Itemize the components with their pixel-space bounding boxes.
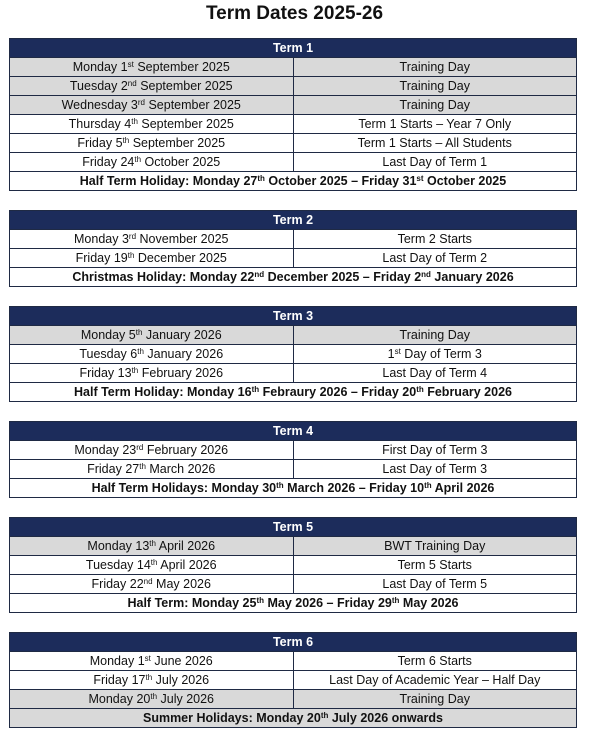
text-run: May 2026 bbox=[399, 595, 459, 610]
weekday: Friday bbox=[87, 461, 122, 476]
month-year: November 2025 bbox=[139, 231, 229, 246]
holiday-row bbox=[10, 709, 577, 728]
date-cell bbox=[10, 115, 294, 134]
date-cell bbox=[10, 652, 294, 671]
event-cell: Training Day bbox=[293, 77, 577, 96]
day-number: 14 bbox=[136, 557, 151, 572]
holiday-row bbox=[10, 594, 577, 613]
text-run: April 2026 bbox=[431, 480, 495, 495]
date-cell bbox=[10, 575, 294, 594]
table-row bbox=[10, 345, 577, 364]
text-run: October 2025 bbox=[423, 173, 507, 188]
date-cell bbox=[10, 690, 294, 709]
holiday-cell bbox=[10, 479, 577, 498]
text-run: January 2026 bbox=[430, 269, 514, 284]
month-year: July 2026 bbox=[155, 672, 210, 687]
day-number: 5 bbox=[115, 135, 123, 150]
event-cell: BWT Training Day bbox=[293, 537, 577, 556]
event-cell: Term 2 Starts bbox=[293, 230, 577, 249]
date-cell bbox=[10, 58, 294, 77]
holiday-row bbox=[10, 268, 577, 287]
date-cell bbox=[10, 249, 294, 268]
day-number: 4 bbox=[124, 116, 132, 131]
ordinal-suffix: nd bbox=[421, 269, 431, 279]
weekday: Wednesday bbox=[61, 97, 128, 112]
table-row bbox=[10, 575, 577, 594]
ordinal-suffix: th bbox=[276, 480, 284, 490]
weekday: Thursday bbox=[68, 116, 121, 131]
day-number: 13 bbox=[135, 538, 150, 553]
term-heading: Term 5 bbox=[10, 518, 577, 537]
text-run: 1 bbox=[387, 346, 395, 361]
weekday: Friday bbox=[77, 135, 113, 150]
holiday-cell bbox=[10, 172, 577, 191]
term-table-2 bbox=[9, 210, 577, 287]
ordinal-suffix: th bbox=[257, 173, 265, 183]
text-run: Day of Term 3 bbox=[400, 346, 482, 361]
ordinal-suffix: th bbox=[150, 691, 158, 701]
weekday: Tuesday bbox=[69, 78, 118, 93]
term-table-3 bbox=[9, 306, 577, 402]
ordinal-suffix: th bbox=[135, 327, 143, 337]
day-number: 3 bbox=[121, 231, 129, 246]
term-heading: Term 4 bbox=[10, 422, 577, 441]
text-run: Half Term Holidays: Monday 30 bbox=[91, 480, 277, 495]
page-title: Term Dates 2025-26 bbox=[205, 3, 384, 24]
ordinal-suffix: st bbox=[144, 653, 151, 663]
day-number: 23 bbox=[122, 442, 137, 457]
ordinal-suffix: th bbox=[137, 346, 144, 356]
weekday: Monday bbox=[87, 538, 132, 553]
ordinal-suffix: rd bbox=[136, 442, 144, 452]
term-heading: Term 1 bbox=[10, 39, 577, 58]
weekday: Monday bbox=[89, 653, 135, 668]
ordinal-suffix: st bbox=[127, 59, 134, 69]
day-number: 5 bbox=[128, 327, 136, 342]
day-number: 27 bbox=[125, 461, 140, 476]
holiday-row bbox=[10, 172, 577, 191]
weekday: Monday bbox=[80, 327, 126, 342]
term-heading: Term 3 bbox=[10, 307, 577, 326]
date-cell bbox=[10, 556, 294, 575]
ordinal-suffix: th bbox=[134, 154, 142, 164]
term-table-1 bbox=[9, 38, 577, 191]
event-cell: First Day of Term 3 bbox=[293, 441, 577, 460]
day-number: 20 bbox=[136, 691, 151, 706]
ordinal-suffix: th bbox=[122, 135, 130, 145]
month-year: June 2026 bbox=[154, 653, 213, 668]
text-run: March 2026 – Friday 10 bbox=[283, 480, 425, 495]
ordinal-suffix: nd bbox=[254, 269, 265, 279]
weekday: Friday bbox=[82, 154, 117, 169]
term-heading: Term 6 bbox=[10, 633, 577, 652]
text-run: July 2026 onwards bbox=[328, 710, 444, 725]
holiday-cell bbox=[10, 268, 577, 287]
date-cell bbox=[10, 460, 294, 479]
month-year: September 2025 bbox=[137, 59, 230, 74]
date-cell bbox=[10, 77, 294, 96]
month-year: December 2025 bbox=[137, 250, 227, 265]
holiday-cell bbox=[10, 709, 577, 728]
event-cell: Last Day of Academic Year – Half Day bbox=[293, 671, 577, 690]
weekday: Monday bbox=[74, 231, 119, 246]
weekday: Monday bbox=[88, 691, 133, 706]
day-number: 22 bbox=[129, 576, 144, 591]
weekday: Friday bbox=[75, 250, 111, 265]
event-cell: Term 5 Starts bbox=[293, 556, 577, 575]
ordinal-suffix: th bbox=[391, 595, 400, 605]
day-number: 19 bbox=[113, 250, 128, 265]
ordinal-suffix: th bbox=[127, 250, 135, 260]
event-cell: Training Day bbox=[293, 690, 577, 709]
day-number: 13 bbox=[117, 365, 132, 380]
table-row bbox=[10, 652, 577, 671]
table-row bbox=[10, 441, 577, 460]
ordinal-suffix: th bbox=[416, 384, 424, 394]
table-row bbox=[10, 134, 577, 153]
table-row bbox=[10, 690, 577, 709]
ordinal-suffix: th bbox=[150, 557, 158, 567]
event-cell: Training Day bbox=[293, 96, 577, 115]
date-cell bbox=[10, 153, 294, 172]
month-year: April 2026 bbox=[160, 557, 217, 572]
table-row bbox=[10, 77, 577, 96]
event-cell: Last Day of Term 5 bbox=[293, 575, 577, 594]
term-table-4 bbox=[9, 421, 577, 498]
day-number: 6 bbox=[130, 346, 138, 361]
date-cell bbox=[10, 441, 294, 460]
event-cell: Last Day of Term 3 bbox=[293, 460, 577, 479]
ordinal-suffix: th bbox=[149, 538, 156, 548]
ordinal-suffix: th bbox=[251, 384, 260, 394]
weekday: Friday bbox=[79, 365, 115, 380]
text-run: Febraury 2026 – Friday 20 bbox=[259, 384, 417, 399]
text-run: Half Term Holiday: Monday 16 bbox=[74, 384, 252, 399]
table-row bbox=[10, 671, 577, 690]
event-cell: Last Day of Term 2 bbox=[293, 249, 577, 268]
month-year: September 2025 bbox=[132, 135, 226, 150]
term-dates-container bbox=[9, 38, 577, 747]
table-row bbox=[10, 96, 577, 115]
text-run: Half Term Holiday: Monday 27 bbox=[79, 173, 258, 188]
month-year: July 2026 bbox=[160, 691, 215, 706]
table-row bbox=[10, 460, 577, 479]
text-run: Christmas Holiday: Monday 22 bbox=[72, 269, 255, 284]
event-cell: Term 1 Starts – All Students bbox=[293, 134, 577, 153]
ordinal-suffix: th bbox=[256, 595, 265, 605]
table-row bbox=[10, 115, 577, 134]
table-row bbox=[10, 556, 577, 575]
ordinal-suffix: nd bbox=[127, 78, 137, 88]
month-year: April 2026 bbox=[158, 538, 216, 553]
date-cell bbox=[10, 345, 294, 364]
ordinal-suffix: th bbox=[424, 480, 432, 490]
ordinal-suffix: nd bbox=[143, 576, 153, 586]
date-cell bbox=[10, 537, 294, 556]
text-run: Half Term: Monday 25 bbox=[127, 595, 257, 610]
event-cell: Term 6 Starts bbox=[293, 652, 577, 671]
ordinal-suffix: th bbox=[131, 116, 138, 126]
text-run: December 2025 – Friday 2 bbox=[264, 269, 422, 284]
text-run: Summer Holidays: Monday 20 bbox=[142, 710, 321, 725]
weekday: Friday bbox=[91, 576, 127, 591]
event-cell: Training Day bbox=[293, 58, 577, 77]
ordinal-suffix: th bbox=[320, 710, 329, 720]
table-row bbox=[10, 326, 577, 345]
event-cell: Term 1 Starts – Year 7 Only bbox=[293, 115, 577, 134]
ordinal-suffix: th bbox=[139, 461, 146, 471]
weekday: Monday bbox=[72, 59, 118, 74]
text-run: October 2025 – Friday 31 bbox=[264, 173, 417, 188]
month-year: October 2025 bbox=[144, 154, 221, 169]
event-cell bbox=[293, 345, 577, 364]
term-heading: Term 2 bbox=[10, 211, 577, 230]
month-year: March 2026 bbox=[149, 461, 216, 476]
date-cell bbox=[10, 134, 294, 153]
day-number: 1 bbox=[137, 653, 145, 668]
ordinal-suffix: th bbox=[145, 672, 153, 682]
day-number: 2 bbox=[120, 78, 128, 93]
event-cell: Last Day of Term 1 bbox=[293, 153, 577, 172]
date-cell bbox=[10, 364, 294, 383]
month-year: September 2025 bbox=[148, 97, 241, 112]
weekday: Tuesday bbox=[79, 346, 127, 361]
table-row bbox=[10, 230, 577, 249]
ordinal-suffix: rd bbox=[128, 231, 137, 241]
month-year: September 2025 bbox=[141, 116, 234, 131]
table-row bbox=[10, 537, 577, 556]
holiday-cell bbox=[10, 383, 577, 402]
month-year: May 2026 bbox=[156, 576, 211, 591]
day-number: 1 bbox=[120, 59, 128, 74]
table-row bbox=[10, 364, 577, 383]
month-year: January 2026 bbox=[145, 327, 222, 342]
event-cell: Training Day bbox=[293, 326, 577, 345]
holiday-cell bbox=[10, 594, 577, 613]
ordinal-suffix: rd bbox=[137, 97, 145, 107]
table-row bbox=[10, 58, 577, 77]
holiday-row bbox=[10, 479, 577, 498]
table-row bbox=[10, 153, 577, 172]
month-year: February 2026 bbox=[141, 365, 224, 380]
term-table-5 bbox=[9, 517, 577, 613]
day-number: 24 bbox=[120, 154, 135, 169]
date-cell bbox=[10, 671, 294, 690]
holiday-row bbox=[10, 383, 577, 402]
date-cell bbox=[10, 230, 294, 249]
date-cell bbox=[10, 326, 294, 345]
weekday: Friday bbox=[93, 672, 129, 687]
text-run: February 2026 bbox=[423, 384, 512, 399]
ordinal-suffix: st bbox=[416, 173, 424, 183]
event-cell: Last Day of Term 4 bbox=[293, 364, 577, 383]
month-year: September 2025 bbox=[140, 78, 233, 93]
weekday: Tuesday bbox=[85, 557, 134, 572]
table-row bbox=[10, 249, 577, 268]
ordinal-suffix: st bbox=[394, 346, 401, 356]
month-year: February 2026 bbox=[146, 442, 229, 457]
date-cell bbox=[10, 96, 294, 115]
day-number: 17 bbox=[131, 672, 146, 687]
text-run: May 2026 – Friday 29 bbox=[264, 595, 392, 610]
ordinal-suffix: th bbox=[131, 365, 139, 375]
day-number: 3 bbox=[130, 97, 138, 112]
term-table-6 bbox=[9, 632, 577, 728]
weekday: Monday bbox=[74, 442, 119, 457]
month-year: January 2026 bbox=[147, 346, 224, 361]
